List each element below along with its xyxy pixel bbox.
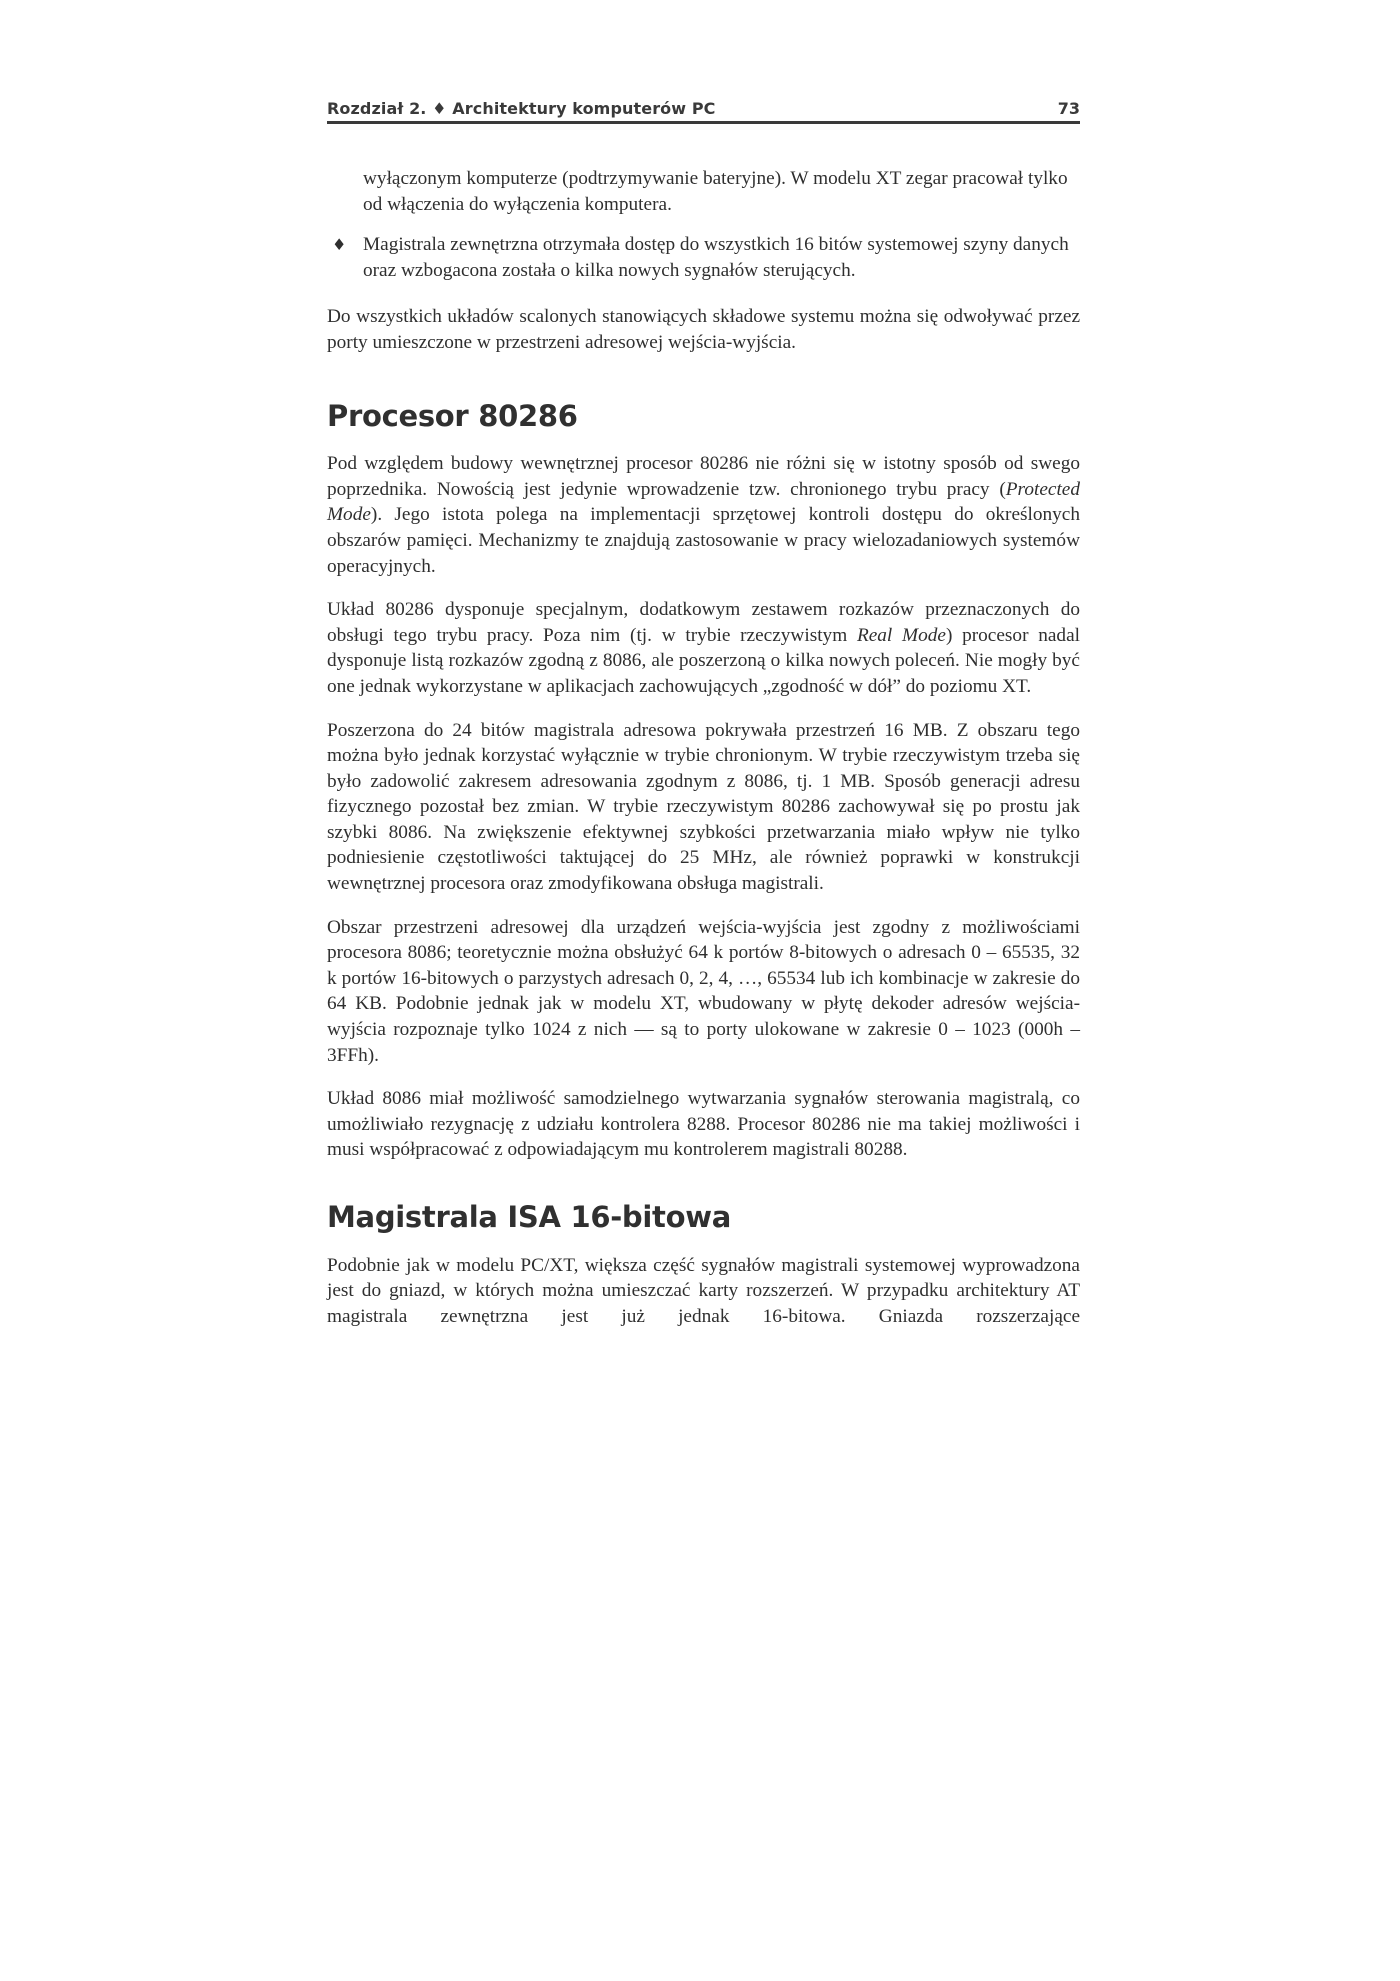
bullet-text: Magistrala zewnętrzna otrzymała dostęp do wszystkich 16 bitów systemowej szyny danych oraz wzbogacona została o kilka nowych sygnałów sterujących. <box>363 234 1069 281</box>
page-body <box>327 166 1080 1329</box>
paragraph-text: Pod względem budowy wewnętrznej procesor 80286 nie różni się w istotny sposób od swego poprzednika. Nowością jest jedynie wprowadzenie tzw. chronionego trybu pracy ( <box>327 453 1080 500</box>
emphasis-protected-mode: Protected Mode <box>327 478 1080 526</box>
book-page <box>327 92 1080 1329</box>
paragraph-80286-3: Poszerzona do 24 bitów magistrala adresowa pokrywała przestrzeń 16 MB. Z obszaru tego można było jednak korzystać wyłącznie w trybie chronionym. W trybie rzeczywistym trzeba się było zadowolić zakresem adresowania zgodnym z 8086, tj. 1 MB. Sposób generacji adresu fizycznego pozostał bez zmian. W trybie rzeczywistym 80286 zachowywał się po prostu jak szybki 8086. Na zwiększenie efektywnej szybkości przetwarzania miało wpływ nie tylko podniesienie częstotliwości taktującej do 25 MHz, ale również poprawki w konstrukcji wewnętrznej procesora oraz zmodyfikowana obsługa magistrali. <box>327 719 1080 895</box>
chapter-title: Rozdział 2. ♦ Architektury komputerów PC <box>327 99 716 118</box>
page-number: 73 <box>1057 99 1080 118</box>
paragraph-80286-4: Obszar przestrzeni adresowej dla urządzeń wejścia-wyjścia jest zgodny z możliwościami procesora 8086; teoretycznie można obsłużyć 64 k portów 8-bitowych o adresach 0 – 65535, 32 k portów 16-bitowych o parzystych adresach 0, 2, 4, …, 65534 lub ich kombinacje w zakresie do 64 KB. Podobnie jednak jak w modelu XT, wbudowany w płytę dekoder adresów wejścia-wyjścia rozpoznaje tylko 1024 z nich — są to porty ulokowane w zakresie 0 – 1023 (000h – 3FFh). <box>327 916 1080 1066</box>
paragraph-80286-2 <box>327 597 1080 699</box>
diamond-bullet-icon: ♦ <box>332 235 347 255</box>
paragraph-text: Układ 80286 dysponuje specjalnym, dodatkowym zestawem rozkazów przeznaczonych do obsługi tego trybu pracy. Poza nim (tj. w trybie rzeczywistym <box>327 599 1080 646</box>
paragraph-80286-1 <box>327 451 1080 579</box>
paragraph-80286-5: Układ 8086 miał możliwość samodzielnego wytwarzania sygnałów sterowania magistralą, co umożliwiało rezygnację z udziału kontrolera 8288. Procesor 80286 nie ma takiej możliwości i musi współpracować z odpowiadającym mu kontrolerem magistrali 80288. <box>327 1088 1080 1161</box>
emphasis-real-mode: Real Mode <box>856 624 946 646</box>
running-header <box>327 92 1080 124</box>
paragraph-text: ). Jego istota polega na implementacji sprzętowej kontroli dostępu do określonych obszarów pamięci. Mechanizmy te znajdują zastosowanie w pracy wielozadaniowych systemów operacyjnych. <box>327 504 1080 577</box>
section-heading-80286: Procesor 80286 <box>327 398 578 433</box>
bullet-item <box>332 232 1080 283</box>
paragraph-text: ) procesor nadal dysponuje listą rozkazów zgodną z 8086, ale poszerzoną o kilka nowych poleceń. Nie mogły być one jednak wykorzystane w aplikacjach zachowujących „zgodność w dół” do poziomu XT. <box>327 624 1080 697</box>
paragraph-isa-1: Podobnie jak w modelu PC/XT, większa część sygnałów magistrali systemowej wyprowadzona jest do gniazd, w których można umieszczać karty rozszerzeń. W przypadku architektury AT magistrala zewnętrzna jest już jednak 16-bitowa. Gniazda rozszerzające <box>327 1254 1080 1327</box>
intro-paragraph: Do wszystkich układów scalonych stanowiących składowe systemu można się odwoływać przez porty umieszczone w przestrzeni adresowej wejścia-wyjścia. <box>327 306 1080 353</box>
continued-bullet-text: wyłączonym komputerze (podtrzymywanie bateryjne). W modelu XT zegar pracował tylko od włączenia do wyłączenia komputera. <box>363 168 1068 215</box>
section-heading-isa: Magistrala ISA 16-bitowa <box>327 1200 731 1234</box>
